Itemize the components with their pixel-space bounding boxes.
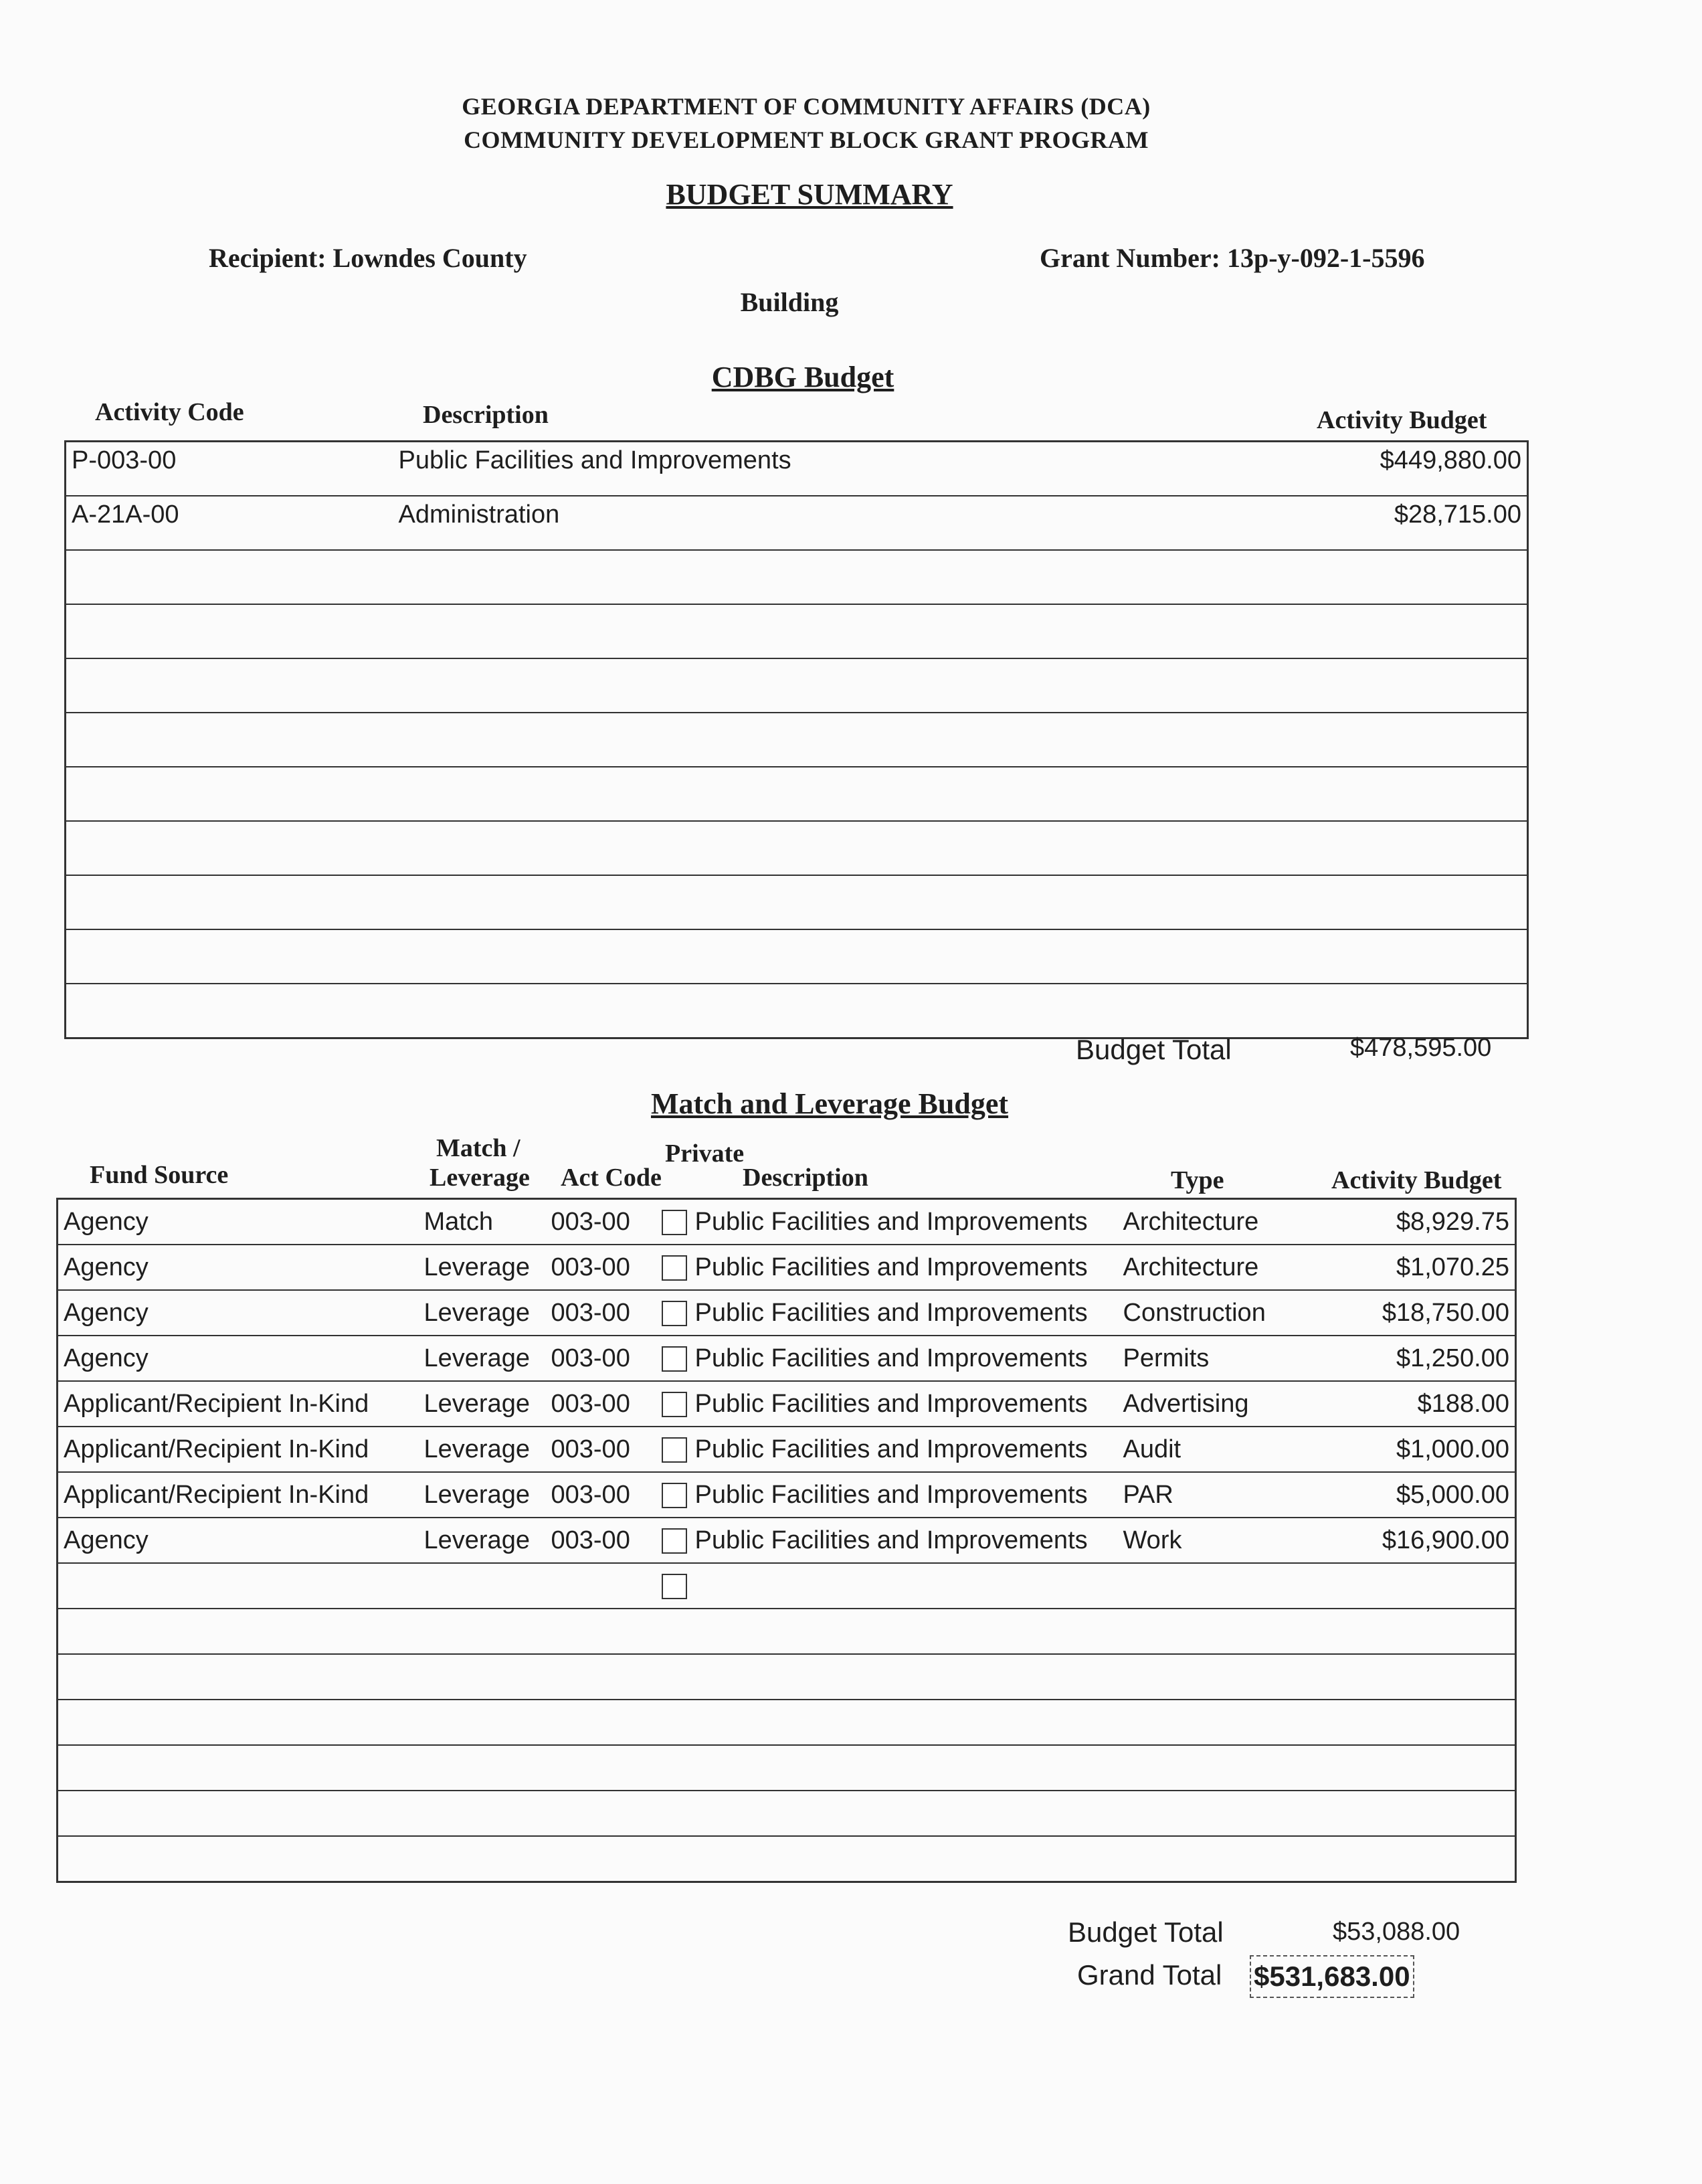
match-total-label: Budget Total [1068,1916,1224,1948]
type-cell: Permits [1118,1336,1339,1381]
grand-total-label: Grand Total [1077,1959,1222,1991]
type-cell: Architecture [1118,1245,1339,1290]
table-row [66,550,1528,604]
activity-budget-cell [1263,821,1528,875]
table-row [58,1745,1516,1791]
table-row [58,1563,1516,1609]
private-checkbox[interactable] [662,1392,687,1417]
table-row [66,929,1528,984]
col-ml-description: Description [743,1164,868,1192]
fund-source-cell: Applicant/Recipient In-Kind [58,1427,419,1472]
activity-budget-cell: $1,000.00 [1339,1427,1516,1472]
act-code-cell: 003-00 [546,1472,656,1518]
description-cell [656,1472,1118,1518]
activity-budget-cell [1263,875,1528,929]
description-cell [656,1654,1118,1700]
page-title: BUDGET SUMMARY [666,178,953,211]
table-row [66,713,1528,767]
description-cell [393,984,1263,1038]
fund-source-cell: Agency [58,1290,419,1336]
description-text: Public Facilities and Improvements [694,1435,1088,1463]
activity-budget-cell [1263,658,1528,713]
act-code-cell: 003-00 [546,1427,656,1472]
cdbg-section-title: CDBG Budget [711,361,894,393]
act-code-cell: 003-00 [546,1245,656,1290]
col-type: Type [1171,1166,1224,1194]
type-cell [1118,1791,1339,1836]
fund-source-cell [58,1700,419,1745]
table-row [66,604,1528,658]
type-cell: Audit [1118,1427,1339,1472]
act-code-cell [546,1745,656,1791]
act-code-cell [546,1609,656,1654]
description-text: Public Facilities and Improvements [694,1389,1088,1418]
table-row [58,1654,1516,1700]
activity-budget-cell: $8,929.75 [1339,1199,1516,1245]
description-cell [656,1290,1118,1336]
type-cell [1118,1836,1339,1882]
activity-code-cell: A-21A-00 [66,496,393,550]
act-code-cell: 003-00 [546,1290,656,1336]
match-leverage-cell [419,1791,546,1836]
description-cell [656,1518,1118,1563]
fund-source-cell: Applicant/Recipient In-Kind [58,1381,419,1427]
table-row [58,1836,1516,1882]
table-row [66,442,1528,496]
activity-code-cell [66,550,393,604]
col-private: Private [665,1140,745,1168]
private-checkbox[interactable] [662,1483,687,1508]
private-checkbox[interactable] [662,1301,687,1326]
act-code-cell: 003-00 [546,1518,656,1563]
program-name: COMMUNITY DEVELOPMENT BLOCK GRANT PROGRAM [464,126,1149,153]
match-leverage-cell: Match [419,1199,546,1245]
description-cell [656,1427,1118,1472]
table-row [58,1381,1516,1427]
table-row [66,658,1528,713]
cdbg-total-label: Budget Total [1076,1034,1232,1065]
activity-code-cell: P-003-00 [66,442,393,496]
type-cell: Construction [1118,1290,1339,1336]
table-row [66,821,1528,875]
activity-budget-cell [1339,1836,1516,1882]
table-row [66,496,1528,550]
description-cell: Public Facilities and Improvements [393,442,1263,496]
table-row [58,1518,1516,1563]
match-section-title: Match and Leverage Budget [650,1087,1009,1120]
match-total-value: $53,088.00 [1333,1918,1460,1946]
col-activity-code: Activity Code [95,398,244,426]
match-leverage-cell [419,1836,546,1882]
fund-source-cell [58,1609,419,1654]
activity-budget-cell [1339,1791,1516,1836]
match-leverage-cell: Leverage [419,1427,546,1472]
private-checkbox[interactable] [662,1255,687,1281]
description-cell [393,713,1263,767]
table-row [66,984,1528,1038]
description-text: Public Facilities and Improvements [694,1298,1088,1327]
type-cell [1118,1654,1339,1700]
description-cell [393,875,1263,929]
activity-code-cell [66,821,393,875]
table-row [58,1290,1516,1336]
activity-code-cell [66,713,393,767]
activity-budget-cell: $1,250.00 [1339,1336,1516,1381]
fund-source-cell [58,1654,419,1700]
act-code-cell [546,1563,656,1609]
description-cell [656,1745,1118,1791]
project-subtitle: Building [740,287,839,317]
table-row [58,1427,1516,1472]
fund-source-cell: Applicant/Recipient In-Kind [58,1472,419,1518]
table-row [58,1700,1516,1745]
fund-source-cell [58,1836,419,1882]
match-leverage-cell: Leverage [419,1290,546,1336]
description-cell [656,1609,1118,1654]
match-leverage-cell: Leverage [419,1381,546,1427]
activity-budget-cell [1263,713,1528,767]
activity-budget-cell: $188.00 [1339,1381,1516,1427]
table-row [58,1472,1516,1518]
type-cell: PAR [1118,1472,1339,1518]
private-checkbox[interactable] [662,1437,687,1463]
match-leverage-cell [419,1700,546,1745]
description-cell [656,1791,1118,1836]
description-cell [656,1381,1118,1427]
act-code-cell: 003-00 [546,1336,656,1381]
type-cell [1118,1609,1339,1654]
recipient-label: Recipient: Lowndes County [209,243,527,273]
description-cell [656,1563,1118,1609]
agency-name: GEORGIA DEPARTMENT OF COMMUNITY AFFAIRS (DCA) [462,93,1151,120]
description-cell [393,604,1263,658]
fund-source-cell [58,1563,419,1609]
table-row [66,875,1528,929]
type-cell [1118,1563,1339,1609]
table-row [58,1791,1516,1836]
col-match-leverage-2: Leverage [430,1164,530,1192]
fund-source-cell [58,1745,419,1791]
table-row [66,767,1528,821]
act-code-cell [546,1836,656,1882]
private-checkbox[interactable] [662,1346,687,1372]
match-leverage-cell [419,1563,546,1609]
act-code-cell: 003-00 [546,1381,656,1427]
description-text: Public Facilities and Improvements [694,1207,1088,1236]
type-cell: Work [1118,1518,1339,1563]
grand-total-value: $531,683.00 [1250,1955,1414,1998]
activity-budget-cell: $449,880.00 [1263,442,1528,496]
act-code-cell [546,1791,656,1836]
private-checkbox[interactable] [662,1210,687,1235]
fund-source-cell [58,1791,419,1836]
activity-budget-cell: $1,070.25 [1339,1245,1516,1290]
table-row [58,1245,1516,1290]
description-cell [393,929,1263,984]
cdbg-budget-table [64,440,1529,1039]
activity-code-cell [66,604,393,658]
col-ml-activity-budget: Activity Budget [1331,1166,1502,1194]
match-leverage-cell: Leverage [419,1336,546,1381]
description-cell [656,1700,1118,1745]
table-row [58,1199,1516,1245]
match-leverage-table [56,1198,1517,1883]
type-cell: Architecture [1118,1199,1339,1245]
table-row [58,1336,1516,1381]
description-cell [393,821,1263,875]
match-leverage-cell: Leverage [419,1518,546,1563]
activity-budget-cell [1339,1609,1516,1654]
private-checkbox[interactable] [662,1528,687,1554]
fund-source-cell: Agency [58,1199,419,1245]
description-text: Public Facilities and Improvements [694,1526,1088,1554]
act-code-cell [546,1700,656,1745]
table-row [58,1609,1516,1654]
fund-source-cell: Agency [58,1245,419,1290]
activity-code-cell [66,875,393,929]
match-leverage-cell: Leverage [419,1472,546,1518]
activity-code-cell [66,984,393,1038]
activity-budget-cell [1263,550,1528,604]
activity-budget-cell [1263,984,1528,1038]
activity-code-cell [66,658,393,713]
fund-source-cell: Agency [58,1518,419,1563]
activity-budget-cell [1263,929,1528,984]
type-cell: Advertising [1118,1381,1339,1427]
type-cell [1118,1700,1339,1745]
description-cell [656,1245,1118,1290]
act-code-cell: 003-00 [546,1199,656,1245]
description-cell [393,658,1263,713]
activity-budget-cell: $5,000.00 [1339,1472,1516,1518]
col-act-code: Act Code [561,1164,662,1192]
description-text: Public Facilities and Improvements [694,1253,1088,1281]
activity-budget-cell: $16,900.00 [1339,1518,1516,1563]
activity-budget-cell [1339,1563,1516,1609]
description-cell [393,767,1263,821]
fund-source-cell: Agency [58,1336,419,1381]
activity-budget-cell [1263,604,1528,658]
description-cell [393,550,1263,604]
activity-budget-cell [1339,1700,1516,1745]
act-code-cell [546,1654,656,1700]
activity-code-cell [66,929,393,984]
activity-budget-cell [1339,1654,1516,1700]
description-cell: Administration [393,496,1263,550]
col-fund-source: Fund Source [90,1161,229,1189]
activity-budget-cell: $28,715.00 [1263,496,1528,550]
activity-budget-cell [1339,1745,1516,1791]
col-match-leverage-1: Match / [436,1134,521,1162]
col-description: Description [423,401,549,429]
match-leverage-cell: Leverage [419,1245,546,1290]
activity-budget-cell [1263,767,1528,821]
description-cell [656,1836,1118,1882]
col-activity-budget: Activity Budget [1317,406,1487,434]
description-text: Public Facilities and Improvements [694,1480,1088,1509]
private-checkbox[interactable] [662,1574,687,1599]
grant-number: Grant Number: 13p-y-092-1-5596 [1040,243,1425,273]
match-leverage-cell [419,1654,546,1700]
description-cell [656,1336,1118,1381]
activity-budget-cell: $18,750.00 [1339,1290,1516,1336]
description-text: Public Facilities and Improvements [694,1344,1088,1372]
match-leverage-cell [419,1609,546,1654]
activity-code-cell [66,767,393,821]
cdbg-total-value: $478,595.00 [1350,1034,1492,1062]
match-leverage-cell [419,1745,546,1791]
description-cell [656,1199,1118,1245]
type-cell [1118,1745,1339,1791]
